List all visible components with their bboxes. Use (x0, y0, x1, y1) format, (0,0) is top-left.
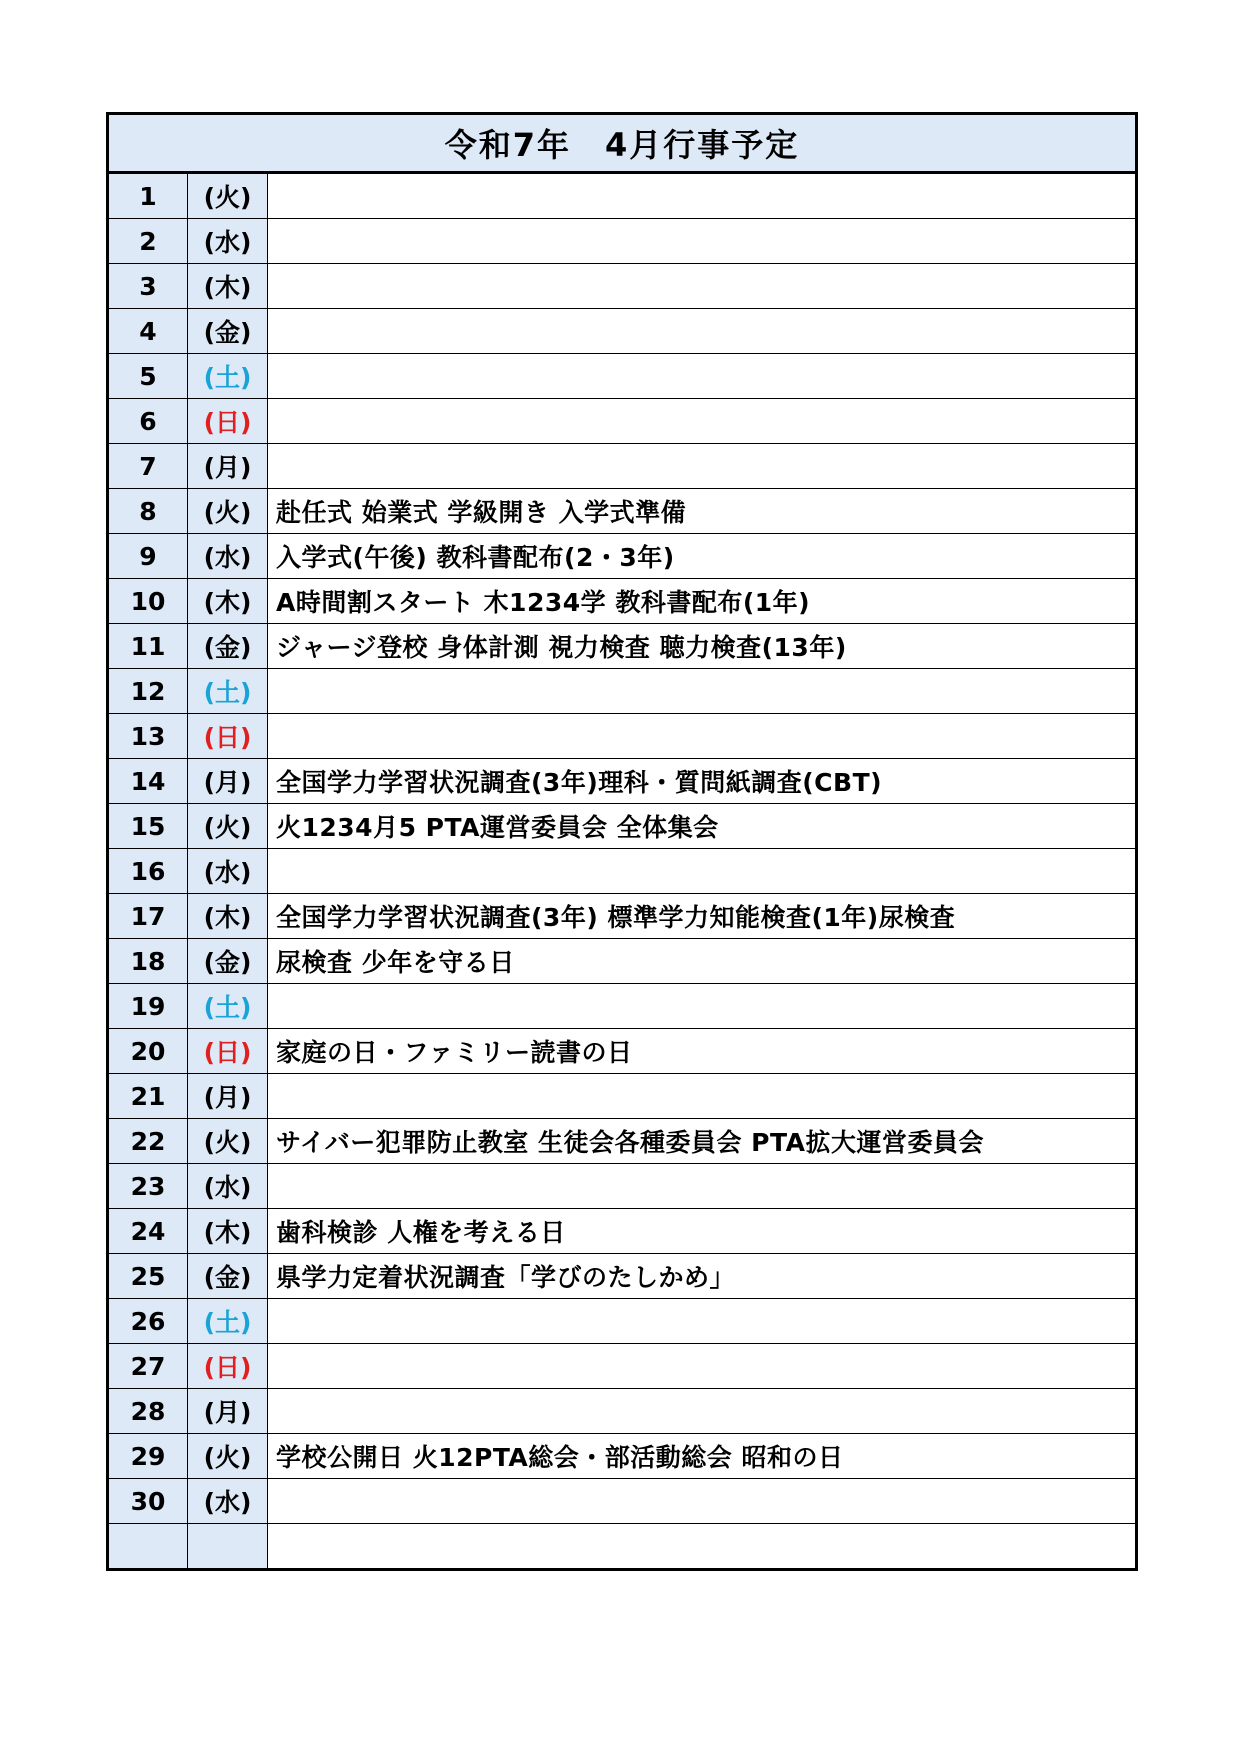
weekday-label: (金) (188, 309, 268, 354)
schedule-row (108, 759, 1137, 804)
weekday-label: (月) (188, 444, 268, 489)
event-cell (268, 399, 1137, 444)
schedule-row (108, 669, 1137, 714)
weekday-label: (水) (188, 1164, 268, 1209)
day-number: 4 (108, 309, 188, 354)
monthly-schedule-table (106, 112, 1138, 1571)
weekday-label: (月) (188, 1074, 268, 1119)
event-cell (268, 219, 1137, 264)
event-cell: 赴任式 始業式 学級開き 入学式準備 (268, 489, 1137, 534)
event-cell (268, 1389, 1137, 1434)
day-number: 25 (108, 1254, 188, 1299)
schedule-row (108, 804, 1137, 849)
day-number: 2 (108, 219, 188, 264)
event-cell: 全国学力学習状況調査(3年) 標準学力知能検査(1年)尿検査 (268, 894, 1137, 939)
event-cell (268, 1524, 1137, 1570)
schedule-row (108, 894, 1137, 939)
schedule-row (108, 173, 1137, 219)
schedule-row (108, 399, 1137, 444)
schedule-row (108, 714, 1137, 759)
day-number: 8 (108, 489, 188, 534)
day-number: 6 (108, 399, 188, 444)
weekday-label: (火) (188, 1434, 268, 1479)
weekday-label: (日) (188, 714, 268, 759)
weekday-label: (水) (188, 849, 268, 894)
schedule-title: 令和7年 4月行事予定 (108, 114, 1137, 173)
day-number: 3 (108, 264, 188, 309)
day-number: 18 (108, 939, 188, 984)
weekday-label: (金) (188, 1254, 268, 1299)
schedule-row (108, 579, 1137, 624)
event-cell: ジャージ登校 身体計測 視力検査 聴力検査(13年) (268, 624, 1137, 669)
day-number: 16 (108, 849, 188, 894)
event-cell: 県学力定着状況調査「学びのたしかめ」 (268, 1254, 1137, 1299)
schedule-row (108, 489, 1137, 534)
schedule-row (108, 1434, 1137, 1479)
day-number: 21 (108, 1074, 188, 1119)
schedule-row (108, 534, 1137, 579)
event-cell: 全国学力学習状況調査(3年)理科・質問紙調査(CBT) (268, 759, 1137, 804)
event-cell: 歯科検診 人権を考える日 (268, 1209, 1137, 1254)
weekday-label: (土) (188, 669, 268, 714)
weekday-label: (日) (188, 399, 268, 444)
day-number: 28 (108, 1389, 188, 1434)
event-cell (268, 264, 1137, 309)
weekday-label (188, 1524, 268, 1570)
weekday-label: (木) (188, 264, 268, 309)
weekday-label: (水) (188, 219, 268, 264)
day-number: 29 (108, 1434, 188, 1479)
event-cell: サイバー犯罪防止教室 生徒会各種委員会 PTA拡大運営委員会 (268, 1119, 1137, 1164)
schedule-row (108, 219, 1137, 264)
schedule-row (108, 624, 1137, 669)
weekday-label: (火) (188, 173, 268, 219)
day-number: 10 (108, 579, 188, 624)
day-number: 30 (108, 1479, 188, 1524)
weekday-label: (日) (188, 1344, 268, 1389)
weekday-label: (火) (188, 1119, 268, 1164)
event-cell (268, 1074, 1137, 1119)
event-cell (268, 1344, 1137, 1389)
day-number: 5 (108, 354, 188, 399)
event-cell (268, 849, 1137, 894)
schedule-row (108, 444, 1137, 489)
weekday-label: (火) (188, 804, 268, 849)
day-number: 14 (108, 759, 188, 804)
event-cell: 学校公開日 火12PTA総会・部活動総会 昭和の日 (268, 1434, 1137, 1479)
schedule-row (108, 1074, 1137, 1119)
schedule-row (108, 1119, 1137, 1164)
weekday-label: (月) (188, 1389, 268, 1434)
day-number: 1 (108, 173, 188, 219)
weekday-label: (土) (188, 984, 268, 1029)
day-number: 9 (108, 534, 188, 579)
weekday-label: (火) (188, 489, 268, 534)
event-cell: A時間割スタート 木1234学 教科書配布(1年) (268, 579, 1137, 624)
day-number: 24 (108, 1209, 188, 1254)
day-number: 20 (108, 1029, 188, 1074)
weekday-label: (土) (188, 1299, 268, 1344)
event-cell (268, 669, 1137, 714)
event-cell: 尿検査 少年を守る日 (268, 939, 1137, 984)
weekday-label: (木) (188, 579, 268, 624)
schedule-body (108, 114, 1137, 1570)
schedule-row (108, 1389, 1137, 1434)
schedule-row (108, 1344, 1137, 1389)
weekday-label: (金) (188, 939, 268, 984)
event-cell: 家庭の日・ファミリー読書の日 (268, 1029, 1137, 1074)
schedule-row (108, 939, 1137, 984)
day-number (108, 1524, 188, 1570)
event-cell (268, 1299, 1137, 1344)
day-number: 13 (108, 714, 188, 759)
day-number: 27 (108, 1344, 188, 1389)
schedule-row (108, 849, 1137, 894)
event-cell (268, 714, 1137, 759)
schedule-row (108, 354, 1137, 399)
event-cell (268, 1479, 1137, 1524)
title-row (108, 114, 1137, 173)
weekday-label: (土) (188, 354, 268, 399)
schedule-row (108, 1164, 1137, 1209)
day-number: 17 (108, 894, 188, 939)
schedule-row (108, 1254, 1137, 1299)
event-cell (268, 984, 1137, 1029)
event-cell: 入学式(午後) 教科書配布(2・3年) (268, 534, 1137, 579)
day-number: 12 (108, 669, 188, 714)
schedule-row (108, 1479, 1137, 1524)
event-cell (268, 173, 1137, 219)
weekday-label: (水) (188, 534, 268, 579)
weekday-label: (木) (188, 1209, 268, 1254)
day-number: 23 (108, 1164, 188, 1209)
event-cell: 火1234月5 PTA運営委員会 全体集会 (268, 804, 1137, 849)
schedule-row (108, 1209, 1137, 1254)
weekday-label: (日) (188, 1029, 268, 1074)
event-cell (268, 1164, 1137, 1209)
weekday-label: (水) (188, 1479, 268, 1524)
day-number: 19 (108, 984, 188, 1029)
day-number: 11 (108, 624, 188, 669)
schedule-row (108, 309, 1137, 354)
day-number: 7 (108, 444, 188, 489)
schedule-row (108, 1299, 1137, 1344)
event-cell (268, 444, 1137, 489)
schedule-row (108, 984, 1137, 1029)
event-cell (268, 354, 1137, 399)
day-number: 26 (108, 1299, 188, 1344)
event-cell (268, 309, 1137, 354)
weekday-label: (月) (188, 759, 268, 804)
schedule-row (108, 1524, 1137, 1570)
schedule-row (108, 1029, 1137, 1074)
schedule-row (108, 264, 1137, 309)
weekday-label: (金) (188, 624, 268, 669)
weekday-label: (木) (188, 894, 268, 939)
day-number: 22 (108, 1119, 188, 1164)
day-number: 15 (108, 804, 188, 849)
